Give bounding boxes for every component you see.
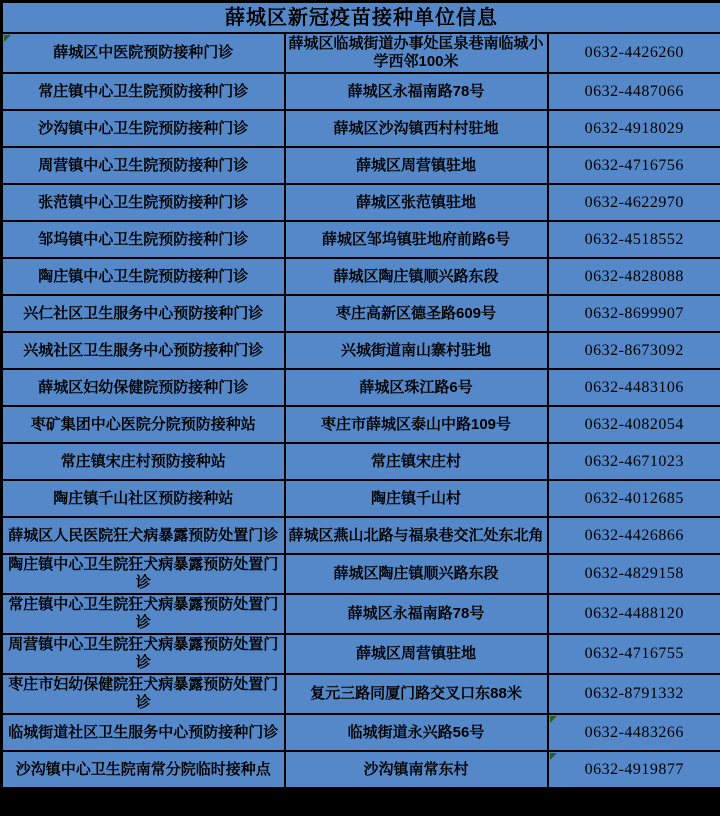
phone-cell (548, 634, 720, 674)
unit-phone: 0632-4483106 (584, 378, 684, 396)
title-row (2, 2, 720, 34)
unit-phone: 0632-4828088 (584, 267, 684, 285)
unit-address: 薛城区临城街道办事处匡泉巷南临城小学西邻100米 (288, 35, 544, 70)
unit-name: 周营镇中心卫生院预防接种门诊 (38, 156, 249, 174)
unit-cell (2, 714, 285, 751)
unit-phone: 0632-4012685 (584, 489, 684, 507)
unit-name: 薛城区妇幼保健院预防接种门诊 (38, 378, 249, 396)
table-row (2, 480, 720, 517)
unit-cell (2, 674, 285, 714)
unit-address: 薛城区永福南路78号 (347, 605, 485, 622)
phone-cell (548, 33, 720, 73)
unit-address: 薛城区沙沟镇西村村驻地 (333, 119, 499, 137)
unit-name: 兴城社区卫生服务中心预防接种门诊 (23, 341, 264, 359)
phone-cell (548, 554, 720, 594)
cell-corner-marker-icon (550, 716, 557, 723)
unit-name: 薛城区中医院预防接种门诊 (53, 44, 234, 61)
unit-cell (2, 480, 285, 517)
phone-cell (548, 73, 720, 110)
phone-cell (548, 147, 720, 184)
phone-cell (548, 369, 720, 406)
unit-phone: 0632-4426260 (584, 44, 684, 62)
address-cell (285, 369, 548, 406)
unit-address: 陶庄镇千山村 (370, 489, 461, 507)
phone-cell (548, 295, 720, 332)
table-row (2, 73, 720, 110)
unit-phone: 0632-8673092 (584, 341, 684, 359)
unit-name: 枣庄市妇幼保健院狂犬病暴露预防处置门诊 (8, 676, 279, 711)
unit-address: 常庄镇宋庄村 (370, 452, 461, 470)
unit-name: 陶庄镇中心卫生院预防接种门诊 (38, 267, 249, 285)
unit-cell (2, 443, 285, 480)
table-row (2, 554, 720, 594)
address-cell (285, 554, 548, 594)
unit-name: 常庄镇中心卫生院预防接种门诊 (38, 82, 249, 100)
unit-cell (2, 751, 285, 789)
unit-phone: 0632-4829158 (584, 565, 684, 583)
address-cell (285, 406, 548, 443)
phone-cell (548, 714, 720, 751)
unit-address: 薛城区邹坞镇驻地府前路6号 (321, 230, 511, 248)
unit-phone: 0632-4426866 (584, 526, 684, 544)
unit-cell (2, 258, 285, 295)
table-row (2, 634, 720, 674)
unit-address: 薛城区周营镇驻地 (355, 156, 476, 174)
phone-cell (548, 406, 720, 443)
unit-address: 薛城区张范镇驻地 (355, 193, 476, 211)
phone-cell (548, 594, 720, 634)
table-row (2, 184, 720, 221)
unit-name: 枣矿集团中心医院分院预防接种站 (30, 415, 256, 433)
table-row (2, 258, 720, 295)
unit-phone: 0632-4082054 (584, 415, 684, 433)
unit-cell (2, 221, 285, 258)
table-body (2, 33, 720, 789)
unit-cell (2, 295, 285, 332)
address-cell (285, 594, 548, 634)
table-row (2, 674, 720, 714)
address-cell (285, 443, 548, 480)
unit-cell (2, 332, 285, 369)
table-row (2, 594, 720, 634)
unit-address: 薛城区珠江路6号 (359, 378, 473, 396)
phone-cell (548, 674, 720, 714)
address-cell (285, 221, 548, 258)
address-cell (285, 258, 548, 295)
address-cell (285, 184, 548, 221)
address-cell (285, 295, 548, 332)
unit-address: 兴城街道南山寨村驻地 (340, 341, 491, 359)
unit-name: 邹坞镇中心卫生院预防接种门诊 (38, 230, 249, 248)
table-row (2, 443, 720, 480)
unit-cell (2, 33, 285, 73)
address-cell (285, 751, 548, 789)
unit-address: 复元三路同厦门路交叉口东88米 (310, 685, 522, 702)
unit-cell (2, 554, 285, 594)
unit-phone: 0632-8699907 (584, 304, 684, 322)
phone-cell (548, 258, 720, 295)
address-cell (285, 517, 548, 554)
unit-address: 枣庄高新区德圣路609号 (335, 304, 497, 322)
unit-name: 常庄镇宋庄村预防接种站 (60, 452, 226, 470)
unit-name: 陶庄镇千山社区预防接种站 (53, 489, 234, 507)
unit-phone: 0632-4622970 (584, 193, 684, 211)
unit-name: 沙沟镇中心卫生院南常分院临时接种点 (15, 760, 271, 778)
unit-phone: 0632-4487066 (584, 82, 684, 100)
address-cell (285, 110, 548, 147)
phone-cell (548, 184, 720, 221)
unit-address: 沙沟镇南常东村 (363, 760, 469, 778)
address-cell (285, 33, 548, 73)
phone-cell (548, 443, 720, 480)
address-cell (285, 332, 548, 369)
unit-name: 周营镇中心卫生院狂犬病暴露预防处置门诊 (8, 636, 279, 671)
unit-cell (2, 634, 285, 674)
unit-address: 枣庄市薛城区泰山中路109号 (320, 415, 512, 433)
phone-cell (548, 221, 720, 258)
unit-address: 临城街道永兴路56号 (347, 723, 485, 741)
table-row (2, 295, 720, 332)
unit-name: 临城街道社区卫生服务中心预防接种门诊 (8, 723, 279, 741)
unit-cell (2, 73, 285, 110)
table-row (2, 110, 720, 147)
unit-cell (2, 110, 285, 147)
table-row (2, 332, 720, 369)
table-row (2, 751, 720, 789)
address-cell (285, 480, 548, 517)
unit-name: 陶庄镇中心卫生院狂犬病暴露预防处置门诊 (8, 556, 279, 591)
unit-phone: 0632-4716755 (584, 645, 684, 663)
table-row (2, 406, 720, 443)
phone-cell (548, 751, 720, 789)
table-row (2, 714, 720, 751)
unit-address: 薛城区永福南路78号 (347, 82, 485, 100)
unit-name: 张范镇中心卫生院预防接种门诊 (38, 193, 249, 211)
table-row (2, 517, 720, 554)
unit-cell (2, 406, 285, 443)
address-cell (285, 73, 548, 110)
unit-cell (2, 184, 285, 221)
unit-cell (2, 147, 285, 184)
unit-phone: 0632-8791332 (584, 685, 684, 703)
unit-address: 薛城区陶庄镇顺兴路东段 (333, 565, 499, 582)
address-cell (285, 147, 548, 184)
unit-cell (2, 369, 285, 406)
unit-address: 薛城区燕山北路与福泉巷交汇处东北角 (288, 526, 544, 544)
unit-phone: 0632-4488120 (584, 605, 684, 623)
unit-name: 兴仁社区卫生服务中心预防接种门诊 (23, 304, 264, 322)
table-row (2, 221, 720, 258)
unit-phone: 0632-4919877 (584, 760, 684, 778)
unit-address: 薛城区周营镇驻地 (355, 645, 476, 662)
unit-cell (2, 594, 285, 634)
unit-name: 薛城区人民医院狂犬病暴露预防处置门诊 (8, 526, 279, 544)
phone-cell (548, 110, 720, 147)
unit-phone: 0632-4918029 (584, 119, 684, 137)
unit-phone: 0632-4483266 (584, 723, 684, 741)
phone-cell (548, 517, 720, 554)
address-cell (285, 634, 548, 674)
unit-cell (2, 517, 285, 554)
unit-name: 常庄镇中心卫生院狂犬病暴露预防处置门诊 (8, 596, 279, 631)
page-title: 薛城区新冠疫苗接种单位信息 (2, 2, 720, 34)
phone-cell (548, 332, 720, 369)
table-row (2, 147, 720, 184)
phone-cell (548, 480, 720, 517)
cell-corner-marker-icon (4, 35, 11, 42)
unit-phone: 0632-4716756 (584, 156, 684, 174)
address-cell (285, 714, 548, 751)
cell-corner-marker-icon (550, 753, 557, 760)
unit-phone: 0632-4518552 (584, 230, 684, 248)
unit-phone: 0632-4671023 (584, 452, 684, 470)
unit-address: 薛城区陶庄镇顺兴路东段 (333, 267, 499, 285)
table-row (2, 369, 720, 406)
unit-name: 沙沟镇中心卫生院预防接种门诊 (38, 119, 249, 137)
address-cell (285, 674, 548, 714)
table-row (2, 33, 720, 73)
